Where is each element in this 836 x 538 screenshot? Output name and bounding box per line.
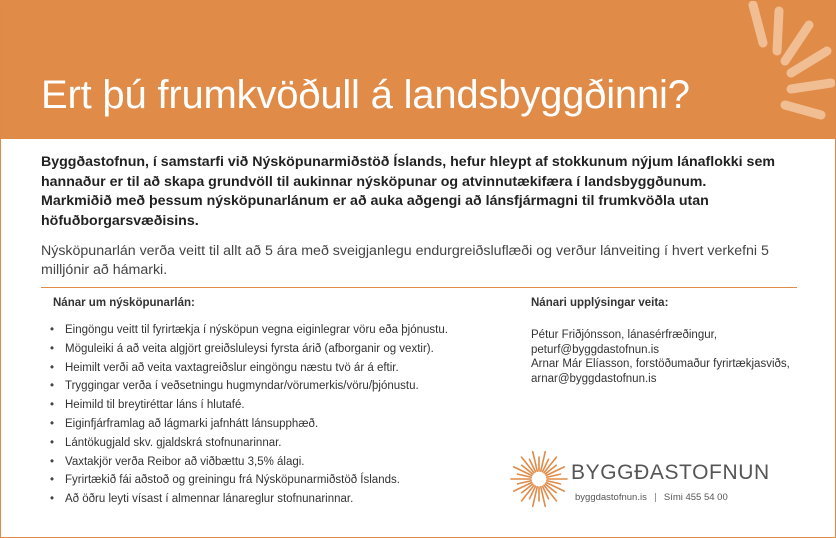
title-banner — [1, 1, 835, 139]
contact-email-link[interactable]: arnar@byggdastofnun.is — [531, 372, 657, 385]
list-item: • Vaxtakjör verða Reibor að viðbættu 3,5% álagi. — [41, 453, 448, 472]
list-item: • Heimilt verði að veita vaxtagreiðslur eingöngu næstu tvö ár á eftir. — [41, 359, 448, 378]
details-list — [41, 321, 448, 509]
list-item: • Tryggingar verða í veðsetningu hugmyndar/vörumerkis/vöru/þjónustu. — [41, 377, 448, 396]
logo-website-link[interactable]: byggdastofnun.is — [575, 492, 647, 503]
list-item: • Heimild til breytiréttar láns í hlutafé. — [41, 396, 448, 415]
contact-heading: Nánari upplýsingar veita: — [531, 297, 669, 309]
list-item: • Möguleiki á að veita algjört greiðsluleysi fyrsta árið (afborganir og vextir). — [41, 340, 448, 359]
sun-logo-icon — [509, 449, 569, 509]
logo-wordmark: BYGGÐASTOFNUN — [571, 461, 770, 484]
list-item: • Eingöngu veitt til fyrirtækja í nýsköpun vegna eiginlegrar vöru eða þjónustu. — [41, 321, 448, 340]
intro-lead-paragraph: Byggðastofnun, í samstarfi við Nýsköpunarmiðstöð Íslands, hefur hleypt af stokkunum nýjum lánaflokki sem hannaður er til að skapa grundvöll til aukinnar nýsköpunar og atvinnutækifæra í landsbyggðunum. Markmiðið með þessum nýsköpunarlánum er að auka aðgengi að lánsfjármagni til frumkvöðla utan höfuðborgarsvæðisins. — [41, 154, 775, 229]
logo-phone: Sími 455 54 00 — [663, 492, 728, 503]
contact-info — [531, 328, 790, 386]
list-item: • Lántökugjald skv. gjaldskrá stofnunarinnar. — [41, 434, 448, 453]
details-heading: Nánar um nýsköpunarlán: — [53, 297, 195, 309]
sun-rays-decoration — [1, 1, 835, 139]
list-item: • Fyrirtækið fái aðstoð og greiningu frá Nýsköpunarmiðstöð Íslands. — [41, 471, 448, 490]
intro-sub-paragraph: Nýsköpunarlán verða veitt til allt að 5 ára með sveigjanlegu endurgreiðsluflæði og verður lánveiting í hvert verkefni 5 milljónir að hámarki. — [41, 243, 769, 278]
logo-contact-line — [575, 492, 728, 503]
contact-line: Arnar Már Elíasson, forstöðumaður fyrirtækjasviðs, — [531, 358, 790, 371]
contact-email-link[interactable]: peturf@byggdastofnun.is — [531, 343, 660, 356]
logo-separator — [655, 493, 656, 502]
contact-line: Pétur Friðjónsson, lánasérfræðingur, — [531, 329, 718, 341]
section-divider — [41, 287, 797, 288]
list-item: • Að öðru leyti vísast í almennar lánareglur stofnunarinnar. — [41, 490, 448, 509]
list-item: • Eiginfjárframlag að lágmarki jafnhátt lánsupphæð. — [41, 415, 448, 434]
page-title: Ert þú frumkvöðull á landsbyggðinni? — [41, 73, 690, 117]
